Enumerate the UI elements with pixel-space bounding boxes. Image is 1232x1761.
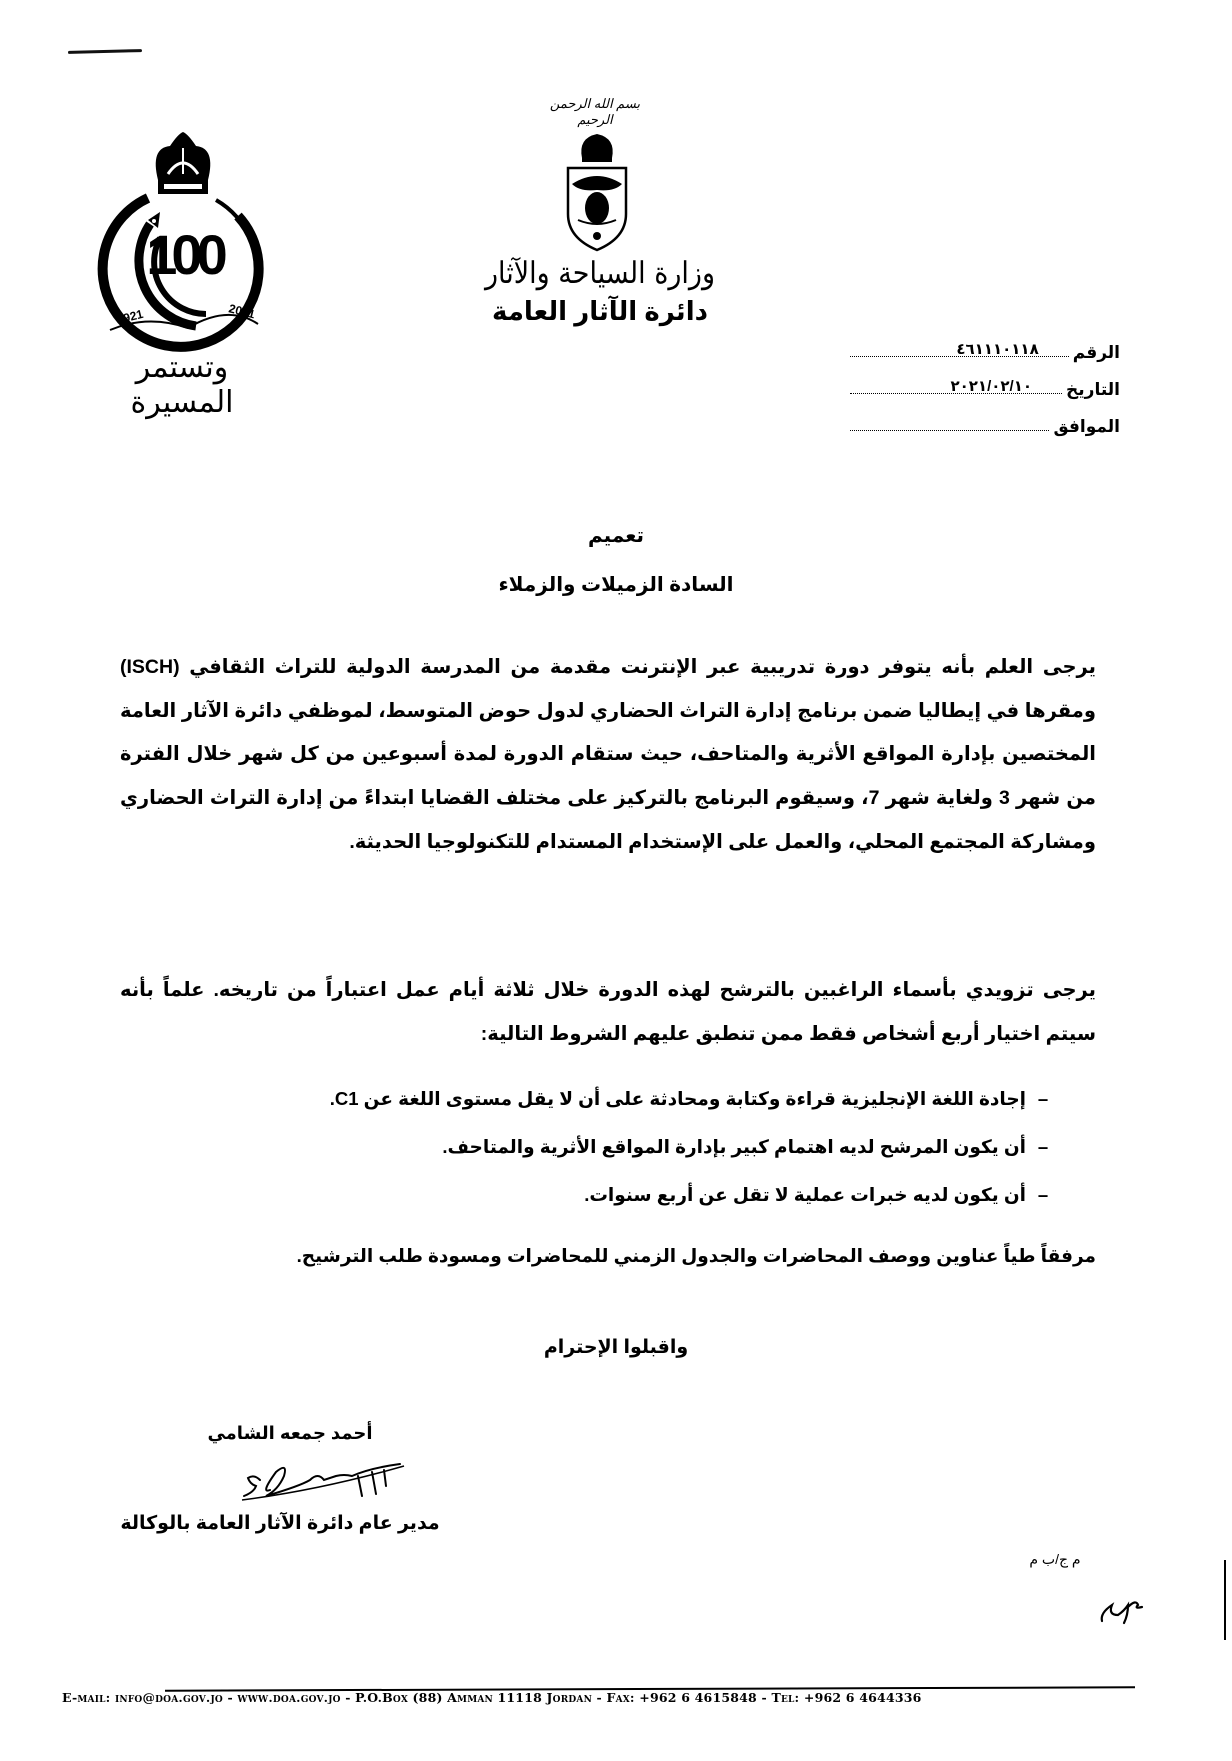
coat-of-arms — [562, 128, 632, 258]
condition-bullet: – — [1037, 1184, 1049, 1205]
reference-corresponding-row — [850, 400, 1120, 437]
condition-text: أن يكون المرشح لديه اهتمام كبير بإدارة المواقع الأثرية والمتاحف. — [442, 1136, 1026, 1157]
department-name: دائرة الآثار العامة — [492, 296, 708, 326]
typist-initials: م ج/ب م — [1029, 1551, 1081, 1567]
signer-title: مدير عام دائرة الآثار العامة بالوكالة — [120, 1513, 440, 1534]
signature-icon — [240, 1456, 410, 1502]
svg-text:100: 100 — [146, 223, 222, 286]
condition-item — [260, 1171, 1060, 1219]
crown-icon — [156, 132, 211, 194]
centenary-caption: وتستمر المسيرة — [130, 351, 234, 419]
body-paragraph-1: يرجى العلم بأنه يتوفر دورة تدريبية عبر الإنترنت مقدمة من المدرسة الدولية للتراث الثقافي (ISCH) ومقرها في إيطاليا ضمن برنامج إدارة التراث الحضاري لدول حوض المتوسط، لموظفي دائرة الآثار العامة المختصين بإدارة المواقع الأثرية والمتاحف، حيث ستقام الدورة لمدة أسبوعين من كل شهر خلال الفترة من شهر 3 ولغاية شهر 7، وسيقوم البرنامج بالتركيز على مختلف القضايا ابتداءً من إدارة التراث الحضاري ومشاركة المجتمع المحلي، والعمل على الإستخدام المستدام للتكنولوجيا الحديثة. — [120, 656, 1097, 853]
handwritten-signature — [240, 1456, 410, 1502]
reference-number-value: ٤٦١١١٠١١٨ — [956, 341, 1039, 358]
body-paragraph-3: مرفقاً طياً عناوين ووصف المحاضرات والجدول الزمني للمحاضرات ومسودة طلب الترشيح. — [296, 1245, 1096, 1266]
condition-item — [260, 1123, 1060, 1171]
subject-heading: تعميم — [587, 525, 645, 547]
signer-name: أحمد جمعه الشامي — [207, 1423, 373, 1443]
reference-date-row — [850, 363, 1120, 400]
basmala: بسم الله الرحمن الرحيم — [549, 96, 641, 127]
scan-edge-mark — [1224, 1560, 1226, 1640]
reference-date-value: ٢٠٢١/٠٢/١٠ — [950, 378, 1033, 395]
centenary-emblem-icon — [88, 128, 278, 358]
footer-contact: E-mail: info@doa.gov.jo - www.doa.gov.jo - P.O.Box (88) Amman 11118 Jordan - Fax: +962 6 4615848 - Tel: +962 6 4644336 — [62, 1690, 922, 1705]
condition-item — [260, 1075, 1060, 1123]
body-paragraph-2: يرجى تزويدي بأسماء الراغبين بالترشح لهذه الدورة خلال ثلاثة أيام عمل اعتباراً من تاريخه. علماً بأنه سيتم اختيار أربع أشخاص فقط ممن تنطبق عليهم الشروط التالية: — [120, 979, 1096, 1045]
recipients-heading: السادة الزميلات والزملاء — [498, 574, 734, 596]
reference-date-label: التاريخ — [1066, 380, 1120, 399]
reference-block — [850, 326, 1120, 437]
condition-bullet: – — [1037, 1136, 1049, 1157]
corner-mark — [68, 49, 142, 54]
handwritten-mark — [1098, 1595, 1148, 1625]
handwritten-mark-icon — [1098, 1595, 1148, 1625]
coat-of-arms-icon — [562, 128, 632, 258]
reference-corresponding-label: الموافق — [1053, 417, 1120, 436]
svg-text:2021: 2021 — [227, 301, 257, 322]
condition-text: إجادة اللغة الإنجليزية قراءة وكتابة ومحادثة على أن لا يقل مستوى اللغة عن C1. — [329, 1088, 1026, 1109]
reference-number-label: الرقم — [1072, 343, 1120, 362]
condition-text: أن يكون لديه خبرات عملية لا تقل عن أربع سنوات. — [584, 1184, 1026, 1205]
svg-text:1921: 1921 — [115, 306, 145, 327]
reference-number-row — [850, 326, 1120, 363]
ministry-name: وزارة السياحة والآثار — [484, 256, 716, 291]
conditions-list — [260, 1075, 1060, 1219]
condition-bullet: – — [1037, 1088, 1049, 1109]
closing-salutation: واقبلوا الإحترام — [543, 1337, 689, 1358]
